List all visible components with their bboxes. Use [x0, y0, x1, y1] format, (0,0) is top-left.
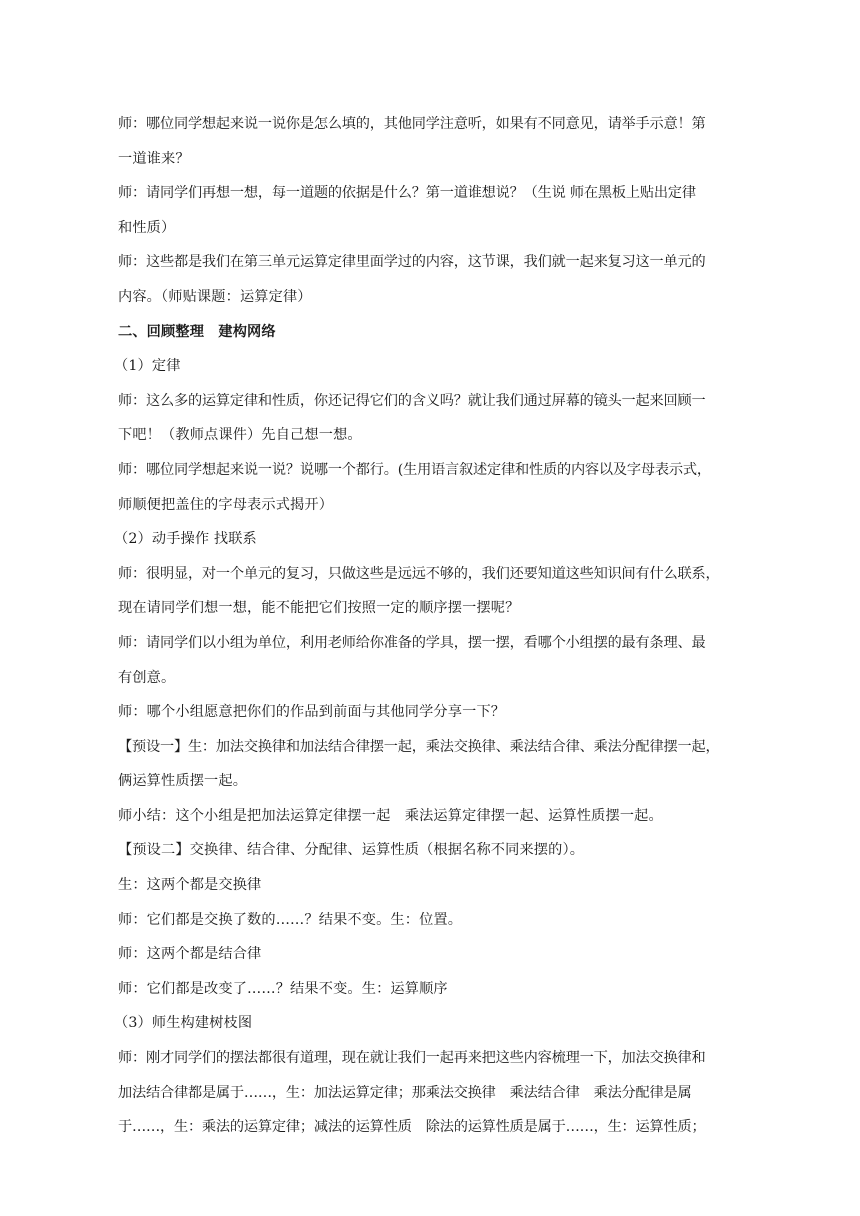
paragraph-line: 师：它们都是改变了……？结果不变。生：运算顺序	[118, 980, 448, 997]
paragraph-line: 现在请同学们想一想，能不能把它们按照一定的顺序摆一摆呢？	[118, 600, 520, 617]
lesson-transcript	[114, 107, 746, 1145]
paragraph-line: 内容。（师贴课题：运算定律）	[118, 288, 312, 305]
paragraph-line: 师：哪位同学想起来说一说？说哪一个都行。(生用语言叙述定律和性质的内容以及字母表示式，	[118, 461, 711, 478]
paragraph-line: 师：哪位同学想起来说一说你是怎么填的，其他同学注意听，如果有不同意见，请举手示意！第	[118, 116, 706, 132]
paragraph-line: 师小结：这个小组是把加法运算定律摆一起 乘法运算定律摆一起、运算性质摆一起。	[118, 807, 663, 824]
paragraph-line: 师：很明显，对一个单元的复习，只做这些是远远不够的，我们还要知道这些知识间有什么联系，	[118, 565, 720, 582]
paragraph-line: 师：这两个都是结合律	[118, 946, 262, 963]
subsection-heading: （2）动手操作 找联系	[114, 531, 257, 548]
subsection-heading: （1）定律	[114, 358, 181, 375]
preset-one-line: 【预设一】生：加法交换律和加法结合律摆一起，乘法交换律、乘法结合律、乘法分配律摆一起，	[118, 738, 720, 755]
paragraph-line: 下吧！（教师点课件）先自己想一想。	[118, 427, 362, 444]
paragraph-line: 有创意。	[118, 669, 176, 686]
paragraph-line: 加法结合律都是属于……，生：加法运算定律；那乘法交换律 乘法结合律 乘法分配律是属	[118, 1084, 692, 1101]
subsection-heading: （3）师生构建树枝图	[114, 1015, 253, 1032]
section-heading: 二、回顾整理 建构网络	[118, 323, 276, 340]
paragraph-line: 师：这么多的运算定律和性质，你还记得它们的含义吗？就让我们通过屏幕的镜头一起来回顾一	[118, 392, 706, 409]
paragraph-line: 于……，生：乘法的运算定律；减法的运算性质 除法的运算性质是属于……，生：运算性质；	[118, 1119, 706, 1136]
paragraph-line: 一道谁来？	[118, 150, 190, 167]
paragraph-line: 师：它们都是交换了数的……？结果不变。生：位置。	[118, 911, 463, 928]
paragraph-line: 俩运算性质摆一起。	[118, 773, 248, 790]
paragraph-line: 师：这些都是我们在第三单元运算定律里面学过的内容，这节课，我们就一起来复习这一单元的	[118, 254, 706, 271]
preset-two-line: 【预设二】交换律、结合律、分配律、运算性质（根据名称不同来摆的）。	[118, 842, 585, 859]
paragraph-line: 师顺便把盖住的字母表示式揭开）	[118, 496, 334, 513]
paragraph-line: 师：请同学们以小组为单位，利用老师给你准备的学具，摆一摆，看哪个小组摆的最有条理、最	[118, 634, 706, 651]
paragraph-line: 生：这两个都是交换律	[118, 877, 262, 894]
paragraph-line: 师：请同学们再想一想，每一道题的依据是什么？第一道谁想说？（生说 师在黑板上贴出定律	[118, 185, 696, 202]
paragraph-line: 和性质）	[118, 219, 176, 236]
paragraph-line: 师：哪个小组愿意把你们的作品到前面与其他同学分享一下？	[118, 704, 506, 721]
paragraph-line: 师：刚才同学们的摆法都很有道理，现在就让我们一起再来把这些内容梳理一下，加法交换律和	[118, 1050, 706, 1067]
